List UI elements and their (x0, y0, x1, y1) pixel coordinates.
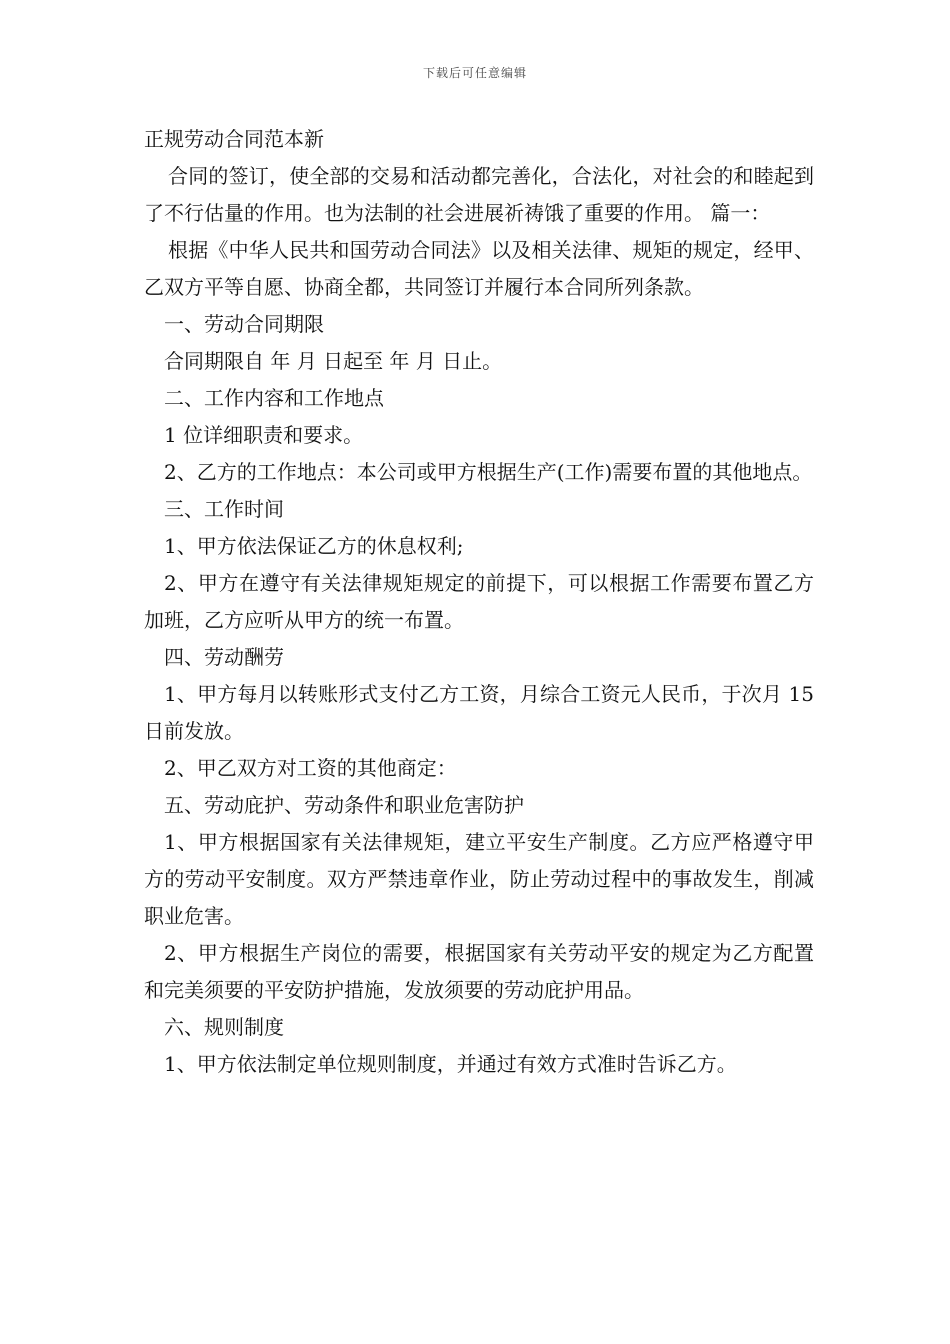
section-heading-4: 四、劳动酬劳 (164, 645, 284, 669)
section-heading-3: 三、工作时间 (164, 497, 284, 521)
section-heading-2: 二、工作内容和工作地点 (164, 386, 384, 410)
clause-5-2: 2、甲方根据生产岗位的需要，根据国家有关劳动平安的规定为乙方配置和完美须要的平安防护措施，发放须要的劳动庇护用品。 (144, 941, 814, 1002)
clause-2-1: 1 位详细职责和要求。 (164, 423, 364, 447)
paragraph-preamble: 根据《中华人民共和国劳动合同法》以及相关法律、规矩的规定，经甲、乙双方平等自愿、协商全都，共同签订并履行本合同所列条款。 (144, 238, 814, 299)
clause-4-2: 2、甲乙双方对工资的其他商定： (164, 756, 457, 780)
page-header: 下载后可任意编辑 (422, 66, 527, 80)
paragraph-contract-term: 合同期限自 年 月 日起至 年 月 日止。 (164, 349, 503, 373)
clause-6-1: 1、甲方依法制定单位规则制度，并通过有效方式准时告诉乙方。 (164, 1052, 737, 1076)
document-body (144, 121, 814, 1083)
section-heading-1: 一、劳动合同期限 (164, 312, 324, 336)
clause-4-1: 1、甲方每月以转账形式支付乙方工资，月综合工资元人民币，于次月 15 日前发放。 (144, 682, 814, 743)
section-heading-6: 六、规则制度 (164, 1015, 284, 1039)
clause-3-1: 1、甲方依法保证乙方的休息权利; (164, 534, 464, 558)
clause-3-2: 2、甲方在遵守有关法律规矩规定的前提下，可以根据工作需要布置乙方加班，乙方应听从甲方的统一布置。 (144, 571, 814, 632)
paragraph-intro: 合同的签订，使全部的交易和活动都完善化，合法化，对社会的和睦起到了不行估量的作用。也为法制的社会进展祈祷饿了重要的作用。 篇一： (144, 164, 814, 225)
document-title: 正规劳动合同范本新 (144, 127, 324, 151)
clause-2-2: 2、乙方的工作地点：本公司或甲方根据生产(工作)需要布置的其他地点。 (164, 460, 813, 484)
clause-5-1: 1、甲方根据国家有关法律规矩，建立平安生产制度。乙方应严格遵守甲方的劳动平安制度。双方严禁违章作业，防止劳动过程中的事故发生，削减职业危害。 (144, 830, 814, 928)
section-heading-5: 五、劳动庇护、劳动条件和职业危害防护 (164, 793, 524, 817)
